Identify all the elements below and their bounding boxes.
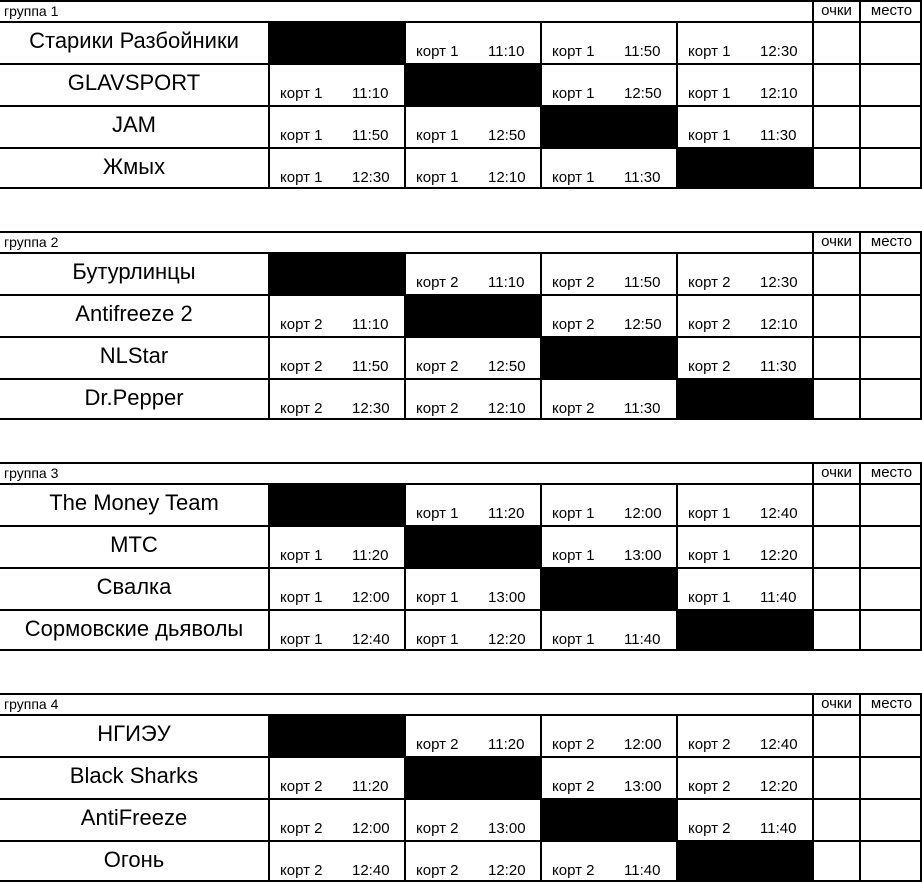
match-cell <box>676 21 812 63</box>
place-header: место <box>859 0 922 21</box>
court-label: корт 2 <box>552 862 595 879</box>
points-cell <box>812 483 859 525</box>
group-label: группа 1 <box>4 3 59 19</box>
match-cell <box>404 567 540 609</box>
table-row <box>0 525 922 567</box>
match-cell <box>540 378 676 420</box>
match-cell <box>540 294 676 336</box>
table-row <box>0 609 922 651</box>
table-row <box>0 840 922 882</box>
team-name: МТС <box>110 532 158 557</box>
blocked-cell <box>268 252 404 294</box>
points-header: очки <box>812 462 859 483</box>
court-label: корт 1 <box>280 169 323 186</box>
match-cell <box>540 252 676 294</box>
match-cell <box>268 609 404 651</box>
match-cell <box>404 105 540 147</box>
blocked-cell <box>676 609 812 651</box>
match-time: 12:00 <box>624 505 662 522</box>
match-time: 12:10 <box>760 316 798 333</box>
blocked-cell <box>268 21 404 63</box>
team-name: Сормовские дьяволы <box>24 616 244 641</box>
points-cell <box>812 525 859 567</box>
match-time: 13:00 <box>488 589 526 606</box>
match-cell <box>676 63 812 105</box>
court-label: корт 1 <box>280 127 323 144</box>
match-time: 12:30 <box>760 274 798 291</box>
table-row <box>0 483 922 525</box>
match-cell <box>404 147 540 189</box>
team-name: НГИЭУ <box>97 721 171 746</box>
court-label: корт 1 <box>688 547 731 564</box>
points-cell <box>812 21 859 63</box>
points-cell <box>812 756 859 798</box>
match-cell <box>540 840 676 882</box>
team-name: Black Sharks <box>69 763 199 788</box>
match-time: 11:30 <box>624 169 661 186</box>
match-cell <box>540 525 676 567</box>
table-row <box>0 378 922 420</box>
court-label: корт 2 <box>280 778 323 795</box>
match-time: 12:10 <box>488 169 526 186</box>
match-time: 12:20 <box>760 547 798 564</box>
blocked-cell <box>676 840 812 882</box>
place-cell <box>859 21 922 63</box>
table-row <box>0 756 922 798</box>
match-cell <box>676 252 812 294</box>
match-time: 12:00 <box>352 820 390 837</box>
match-cell <box>404 252 540 294</box>
match-time: 11:50 <box>624 43 661 60</box>
match-time: 12:20 <box>760 778 798 795</box>
court-label: корт 2 <box>688 274 731 291</box>
match-cell <box>676 105 812 147</box>
match-time: 11:10 <box>488 43 525 60</box>
match-cell <box>676 336 812 378</box>
match-time: 12:50 <box>624 85 662 102</box>
match-time: 11:10 <box>488 274 525 291</box>
court-label: корт 2 <box>416 862 459 879</box>
match-cell <box>268 798 404 840</box>
court-label: корт 1 <box>552 43 595 60</box>
match-time: 12:20 <box>488 631 526 648</box>
match-cell <box>676 483 812 525</box>
place-cell <box>859 252 922 294</box>
blocked-cell <box>540 105 676 147</box>
court-label: корт 2 <box>552 274 595 291</box>
group-label: группа 4 <box>4 696 59 712</box>
match-time: 11:10 <box>352 85 389 102</box>
points-header: очки <box>812 0 859 21</box>
points-header: очки <box>812 231 859 252</box>
court-label: корт 2 <box>552 400 595 417</box>
match-time: 11:20 <box>488 736 525 753</box>
match-time: 11:20 <box>352 778 389 795</box>
court-label: корт 2 <box>280 316 323 333</box>
points-cell <box>812 105 859 147</box>
team-name: Бутурлинцы <box>72 259 196 284</box>
court-label: корт 2 <box>280 862 323 879</box>
group-header <box>0 693 922 714</box>
points-cell <box>812 63 859 105</box>
match-time: 12:10 <box>488 400 526 417</box>
court-label: корт 1 <box>416 589 459 606</box>
match-time: 11:30 <box>760 358 797 375</box>
match-cell <box>540 63 676 105</box>
blocked-cell <box>676 378 812 420</box>
court-label: корт 1 <box>416 43 459 60</box>
divider <box>0 0 922 2</box>
table-row <box>0 714 922 756</box>
court-label: корт 1 <box>280 589 323 606</box>
match-cell <box>268 378 404 420</box>
blocked-cell <box>540 798 676 840</box>
match-cell <box>268 567 404 609</box>
match-time: 11:50 <box>352 127 389 144</box>
match-cell <box>404 21 540 63</box>
divider <box>0 880 922 882</box>
table-row <box>0 105 922 147</box>
court-label: корт 1 <box>552 631 595 648</box>
match-time: 11:10 <box>352 316 389 333</box>
place-cell <box>859 294 922 336</box>
group-label: группа 2 <box>4 234 59 250</box>
match-time: 11:20 <box>352 547 389 564</box>
match-cell <box>676 567 812 609</box>
points-cell <box>812 378 859 420</box>
match-cell <box>268 105 404 147</box>
place-header: место <box>859 462 922 483</box>
court-label: корт 2 <box>552 316 595 333</box>
match-cell <box>268 294 404 336</box>
divider <box>0 693 922 695</box>
points-cell <box>812 147 859 189</box>
group-header <box>0 462 922 483</box>
match-time: 11:30 <box>760 127 797 144</box>
points-cell <box>812 294 859 336</box>
match-time: 12:40 <box>760 505 798 522</box>
match-cell <box>676 798 812 840</box>
blocked-cell <box>676 147 812 189</box>
place-header: место <box>859 693 922 714</box>
place-header: место <box>859 231 922 252</box>
match-time: 11:40 <box>624 862 661 879</box>
court-label: корт 1 <box>416 505 459 522</box>
team-name: Antifreeze 2 <box>75 301 193 326</box>
match-time: 12:50 <box>488 358 526 375</box>
match-cell <box>540 483 676 525</box>
blocked-cell <box>404 63 540 105</box>
court-label: корт 2 <box>416 274 459 291</box>
points-cell <box>812 252 859 294</box>
table-row <box>0 336 922 378</box>
group-header <box>0 231 922 252</box>
court-label: корт 1 <box>552 547 595 564</box>
place-cell <box>859 336 922 378</box>
court-label: корт 1 <box>688 127 731 144</box>
place-cell <box>859 567 922 609</box>
team-name: AntiFreeze <box>80 805 188 830</box>
blocked-cell <box>540 567 676 609</box>
group-table <box>0 462 922 653</box>
court-label: корт 2 <box>688 820 731 837</box>
place-cell <box>859 105 922 147</box>
blocked-cell <box>404 525 540 567</box>
court-label: корт 1 <box>552 169 595 186</box>
table-row <box>0 21 922 63</box>
place-cell <box>859 609 922 651</box>
blocked-cell <box>540 336 676 378</box>
match-time: 11:40 <box>760 820 797 837</box>
match-cell <box>540 147 676 189</box>
team-name: Старики Разбойники <box>29 28 239 53</box>
match-time: 12:30 <box>352 169 390 186</box>
match-cell <box>268 756 404 798</box>
match-time: 12:00 <box>352 589 390 606</box>
court-label: корт 2 <box>688 358 731 375</box>
court-label: корт 1 <box>552 85 595 102</box>
court-label: корт 2 <box>416 400 459 417</box>
court-label: корт 2 <box>688 778 731 795</box>
match-time: 13:00 <box>488 820 526 837</box>
match-time: 12:50 <box>624 316 662 333</box>
blocked-cell <box>404 294 540 336</box>
match-cell <box>268 525 404 567</box>
match-time: 12:40 <box>352 862 390 879</box>
group-label: группа 3 <box>4 465 59 481</box>
table-row <box>0 567 922 609</box>
points-cell <box>812 714 859 756</box>
place-cell <box>859 483 922 525</box>
match-cell <box>268 840 404 882</box>
match-cell <box>540 21 676 63</box>
place-cell <box>859 63 922 105</box>
match-cell <box>676 525 812 567</box>
match-cell <box>404 609 540 651</box>
group-table <box>0 231 922 422</box>
group-table <box>0 693 922 884</box>
match-cell <box>268 336 404 378</box>
match-time: 12:20 <box>488 862 526 879</box>
court-label: корт 1 <box>552 505 595 522</box>
match-time: 12:50 <box>488 127 526 144</box>
court-label: корт 2 <box>688 316 731 333</box>
match-time: 11:50 <box>352 358 389 375</box>
divider <box>0 231 922 233</box>
table-row <box>0 798 922 840</box>
match-time: 12:00 <box>624 736 662 753</box>
points-cell <box>812 609 859 651</box>
points-cell <box>812 840 859 882</box>
match-cell <box>404 840 540 882</box>
court-label: корт 1 <box>280 547 323 564</box>
team-name: Жмых <box>102 154 166 179</box>
match-time: 11:40 <box>760 589 797 606</box>
group-header <box>0 0 922 21</box>
match-time: 12:40 <box>760 736 798 753</box>
match-cell <box>540 756 676 798</box>
court-label: корт 2 <box>280 400 323 417</box>
court-label: корт 1 <box>280 631 323 648</box>
court-label: корт 1 <box>688 589 731 606</box>
table-row <box>0 63 922 105</box>
court-label: корт 2 <box>416 736 459 753</box>
place-cell <box>859 798 922 840</box>
divider <box>0 649 922 651</box>
court-label: корт 1 <box>416 169 459 186</box>
match-time: 12:10 <box>760 85 798 102</box>
match-cell <box>540 714 676 756</box>
match-cell <box>404 378 540 420</box>
court-label: корт 1 <box>416 127 459 144</box>
match-time: 11:30 <box>624 400 661 417</box>
team-name: The Money Team <box>49 490 219 515</box>
match-cell <box>404 714 540 756</box>
match-cell <box>268 147 404 189</box>
blocked-cell <box>404 756 540 798</box>
blocked-cell <box>268 483 404 525</box>
match-cell <box>676 294 812 336</box>
place-cell <box>859 378 922 420</box>
place-cell <box>859 714 922 756</box>
team-name: Dr.Pepper <box>84 385 184 410</box>
divider <box>0 418 922 420</box>
match-cell <box>676 714 812 756</box>
place-cell <box>859 756 922 798</box>
team-name: Свалка <box>96 574 172 599</box>
court-label: корт 2 <box>416 358 459 375</box>
court-label: корт 1 <box>688 43 731 60</box>
team-name: GLAVSPORT <box>67 70 201 95</box>
match-cell <box>540 609 676 651</box>
court-label: корт 2 <box>280 820 323 837</box>
match-time: 12:30 <box>352 400 390 417</box>
match-time: 13:00 <box>624 547 662 564</box>
match-time: 11:50 <box>624 274 661 291</box>
match-cell <box>404 483 540 525</box>
match-cell <box>268 63 404 105</box>
team-name: NLStar <box>99 343 169 368</box>
place-cell <box>859 147 922 189</box>
group-table <box>0 0 922 191</box>
court-label: корт 2 <box>688 736 731 753</box>
table-row <box>0 294 922 336</box>
court-label: корт 2 <box>416 820 459 837</box>
points-cell <box>812 567 859 609</box>
court-label: корт 2 <box>552 736 595 753</box>
divider <box>0 462 922 464</box>
court-label: корт 1 <box>688 85 731 102</box>
court-label: корт 1 <box>688 505 731 522</box>
points-cell <box>812 336 859 378</box>
match-time: 11:20 <box>488 505 525 522</box>
match-cell <box>676 756 812 798</box>
place-cell <box>859 840 922 882</box>
points-header: очки <box>812 693 859 714</box>
match-time: 11:40 <box>624 631 661 648</box>
court-label: корт 1 <box>280 85 323 102</box>
match-time: 12:40 <box>352 631 390 648</box>
match-cell <box>404 336 540 378</box>
court-label: корт 2 <box>280 358 323 375</box>
match-cell <box>404 798 540 840</box>
court-label: корт 1 <box>416 631 459 648</box>
table-row <box>0 147 922 189</box>
blocked-cell <box>268 714 404 756</box>
table-row <box>0 252 922 294</box>
court-label: корт 2 <box>552 778 595 795</box>
team-name: JAM <box>112 112 156 137</box>
place-cell <box>859 525 922 567</box>
team-name: Огонь <box>103 847 165 872</box>
match-time: 12:30 <box>760 43 798 60</box>
divider <box>0 187 922 189</box>
points-cell <box>812 798 859 840</box>
match-time: 13:00 <box>624 778 662 795</box>
